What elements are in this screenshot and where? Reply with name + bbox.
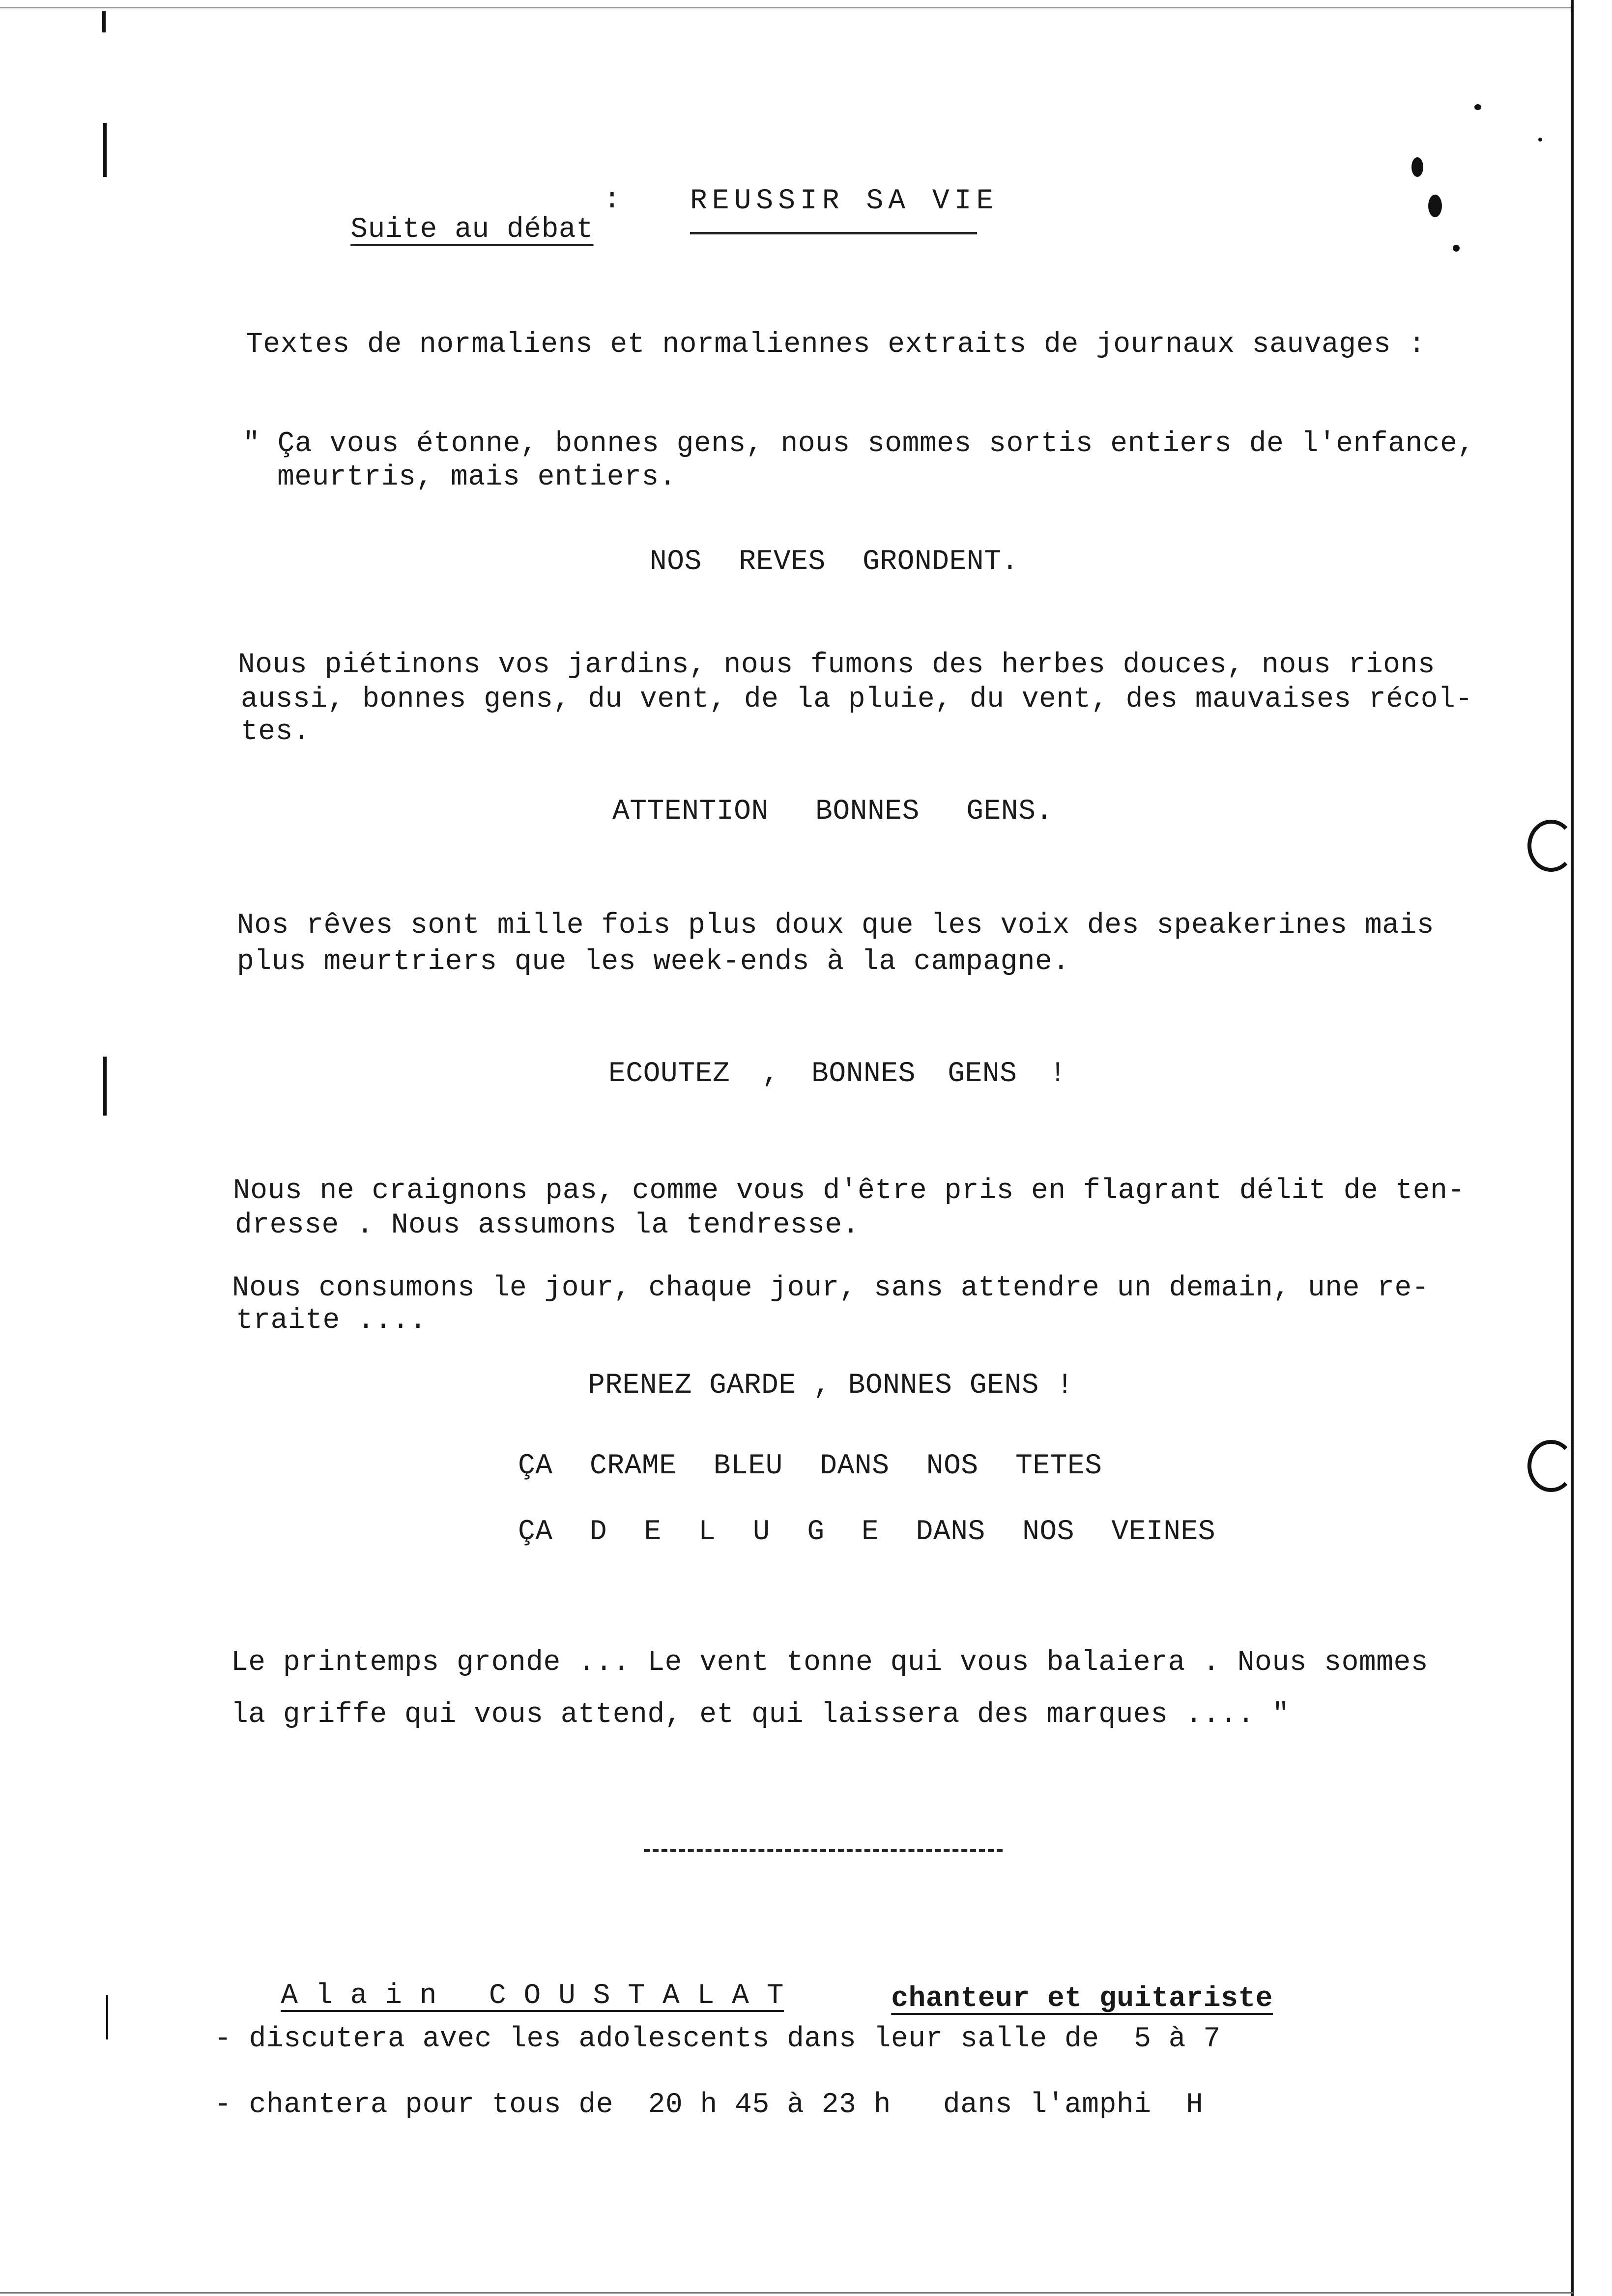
bottom-edge-line (0, 2292, 1573, 2294)
right-margin-rule (1571, 0, 1574, 2296)
performer-role-text: chanteur et guitariste (891, 1983, 1273, 2015)
refrain-line: PRENEZ GARDE , BONNES GENS ! (588, 1370, 1074, 1402)
poem-line: Nous ne craignons pas, comme vous d'être pris en flagrant délit de ten- (233, 1175, 1465, 1207)
poem-line: traite .... (236, 1305, 427, 1337)
poem-line: Le printemps gronde ... Le vent tonne qui vous balaiera . Nous sommes (231, 1647, 1429, 1679)
poem-line: Nous consumons le jour, chaque jour, sans attendre un demain, une re- (232, 1272, 1430, 1304)
title-underline (690, 232, 977, 234)
poem-line: meurtris, mais entiers. (277, 461, 677, 493)
poem-line: Nos rêves sont mille fois plus doux que les voix des speakerines mais (237, 910, 1435, 942)
schedule-item: - chantera pour tous de 20 h 45 à 23 h dans l'amphi H (214, 2089, 1204, 2121)
ink-spot (1453, 245, 1460, 252)
header-separator: : (604, 184, 621, 216)
refrain-line: NOS REVES GRONDENT. (650, 546, 1019, 578)
page-title: REUSSIR SA VIE (690, 185, 999, 217)
margin-mark (102, 11, 106, 32)
punch-hole-icon (1527, 820, 1575, 872)
header-label (281, 180, 594, 280)
refrain-line: ATTENTION BONNES GENS. (612, 796, 1053, 828)
intro-line: Textes de normaliens et normaliennes extraits de journaux sauvages : (246, 329, 1426, 361)
punch-hole-icon (1527, 1440, 1575, 1492)
margin-mark (103, 1057, 107, 1116)
margin-mark (103, 123, 107, 177)
poem-line: tes. (241, 716, 311, 748)
refrain-line: ÇA CRAME BLEU DANS NOS TETES (518, 1450, 1102, 1482)
poem-line: " Ça vous étonne, bonnes gens, nous sommes sortis entiers de l'enfance, (243, 428, 1475, 460)
poem-line: la griffe qui vous attend, et qui laissera des marques .... " (231, 1699, 1290, 1731)
ink-spot (1474, 104, 1481, 110)
schedule-item: - discutera avec les adolescents dans leur salle de 5 à 7 (214, 2023, 1221, 2055)
poem-line: dresse . Nous assumons la tendresse. (235, 1209, 860, 1241)
header-left-text: Suite au débat (350, 214, 594, 246)
poem-line: plus meurtriers que les week-ends à la campagne. (237, 946, 1070, 978)
poem-line: aussi, bonnes gens, du vent, de la pluie, du vent, des mauvaises récol- (241, 684, 1473, 716)
poem-line: Nous piétinons vos jardins, nous fumons des herbes douces, nous rions (238, 649, 1436, 681)
margin-mark (106, 1995, 108, 2039)
refrain-line: ÇA D E L U G E DANS NOS VEINES (518, 1516, 1216, 1548)
section-divider (644, 1849, 1003, 1852)
top-edge-line (0, 7, 1573, 8)
refrain-line: ECOUTEZ , BONNES GENS ! (608, 1058, 1067, 1090)
ink-spot (1428, 195, 1442, 217)
ink-spot (1411, 157, 1423, 177)
performer-name-text: A l a i n C O U S T A L A T (281, 1980, 784, 2012)
ink-spot (1538, 138, 1542, 142)
